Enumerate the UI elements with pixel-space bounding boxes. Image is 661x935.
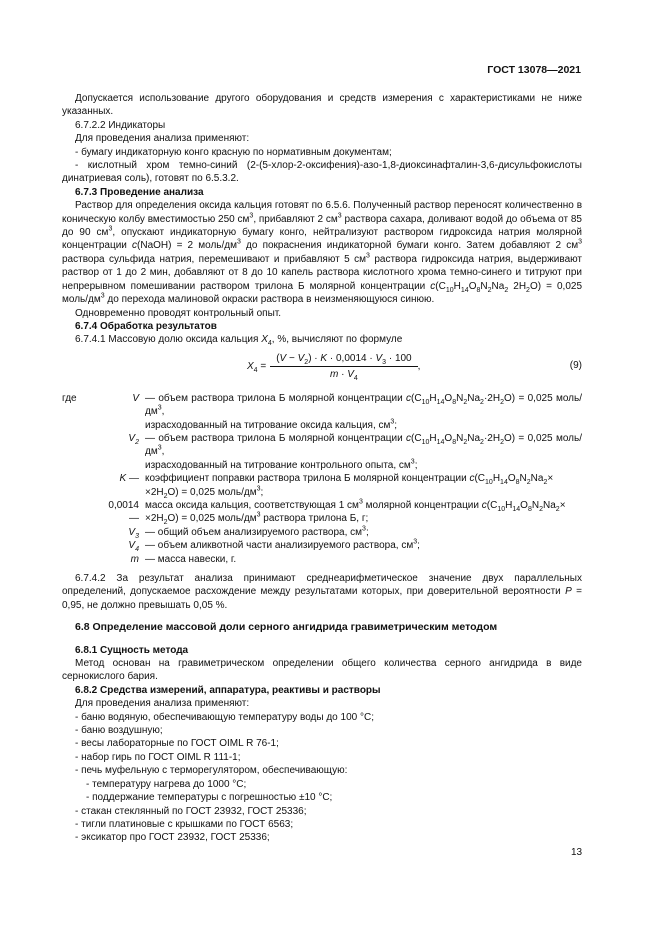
paragraph: 6.7.4.1 Массовую долю оксида кальция $X_4$, %, вычисляют по формуле (75, 334, 403, 348)
list-item: - стакан стеклянный по ГОСТ 23932, ГОСТ 25336; (75, 805, 307, 817)
page-number: 13 (571, 847, 583, 858)
paragraph: 6.7.4.2 За результат анализа принимают среднеарифметическое значение двух параллельных определений, допускаемое расхождение между результатами которых, при доверительной вероятности P = 0,95, не должно превышать 0,05 %. (62, 573, 582, 611)
document-body (62, 92, 582, 845)
paragraph: Метод основан на гравиметрическом определении общего количества серного ангидрида в виде сернокислого бария. (62, 658, 582, 683)
subsection-title: 6.7.2.2 Индикаторы (75, 119, 166, 131)
paragraph: Одновременно проводят контрольный опыт. (75, 307, 282, 319)
section-heading: 6.8.1 Сущность метода (75, 644, 189, 656)
list-item: - баню водяную, обеспечивающую температуру воды до 100 °С; (75, 711, 374, 723)
paragraph: Допускается использование другого оборудования и средств измерения с характеристиками не ниже указанных. (62, 93, 582, 118)
formula-9: $X_4$ = $\frac{(V - V_2) \cdot K \cdot 0,0014 \cdot V_3 \cdot 100}{m \cdot V_4}$ , (9) (247, 352, 582, 383)
section-heading: 6.7.3 Проведение анализа (75, 186, 204, 198)
section-heading: 6.8 Определение массовой доли серного ангидрида гравиметрическим методом (75, 621, 498, 634)
paragraph: Для проведения анализа применяют: (75, 698, 250, 710)
paragraph-procedure: Раствор для определения оксида кальция готовят по 6.5.6. Полученный раствор переносят количественно в коническую колбу вместимостью 250 $см^3$, прибавляют 2 $см^3$ раствора сахара, доливают водой до объема от 85 до 90 $см^3$, опускают индикаторную бумагу конго, нейтрализуют раствором гидроксида натрия молярной концентрации c(NaOH) = 2 моль/$дм^3$ до покраснения индикаторной бумаги конго. Затем добавляют 2 $см^3$ раствора сульфида натрия, перемешивают и прибавляют 5 $см^3$ раствора гидроксида натрия, выдерживают раствор от 1 до 2 мин, добавляют от 8 до 10 капель раствора кислотного хрома темно-синего и титруют при непрерывном помешивании раствором трилона Б молярной концентрации $c(C_{10}H_{14}O_8N_2Na_2$ $2H_2O) = 0,025$ моль/$дм^3$ до перехода малиновой окраски раствора в неизменяющуюся синюю. (62, 200, 582, 306)
list-subitem: - температуру нагрева до 1000 °С; (86, 778, 247, 790)
list-item: - тигли платиновые с крышками по ГОСТ 6563; (75, 818, 294, 830)
list-item: - весы лабораторные по ГОСТ OIML R 76-1; (75, 738, 279, 750)
list-item: - печь муфельную с терморегулятором, обеспечивающую: (75, 765, 348, 777)
list-item: - бумагу индикаторную конго красную по нормативным документам; (75, 146, 392, 158)
section-heading: 6.7.4 Обработка результатов (75, 320, 217, 332)
definitions-list: где V — объем раствора трилона Б молярной концентрации $c(C_{10}H_{14}O_8N_2Na_2\cdot 2H_2O) = 0,025$ моль/$дм^3$, израсходованный на титрование оксида кальция, $см^3$; $V_2$ — объем раствора трилона Б молярной концентрации $c(C_{10}H_{14}O_8N_2Na_2\cdot 2H_2O) = 0,025$ моль/$дм^3$, израсходованный на титрование контрольного опыта, $см^3$; K — коэффициент поправки раствора трилона Б молярной концентрации $c(C_{10}H_{14}O_8N_2Na_2\times$ $\times 2H_2O) = 0,025$ моль/$дм^3$; 0,0014 — масса оксида кальция, соответствующая 1 $см^3$ молярной концентрации $c(C_{10}H_{14}O_8N_2Na_2\times$ $\times 2H_2O) = 0,025$ моль/$дм^3$ раствора трилона Б, г; $V_3$ — общий объем анализируемого раствора, $см^3$; $V_4$ — объем аликвотной части анализируемого раствора, $см^3$; m — масса навески, г. (62, 392, 583, 565)
list-item: - эксикатор про ГОСТ 23932, ГОСТ 25336; (75, 832, 270, 844)
doc-header-id: ГОСТ 13078—2021 (487, 64, 581, 76)
section-heading: 6.8.2 Средства измерений, аппаратура, реактивы и растворы (75, 684, 381, 696)
list-item: - кислотный хром темно-синий (2-(5-хлор-2-оксифения)-азо-1,8-диоксинафталин-3,6-дисульфокислоты динатриевая соль), готовят по 6.5.3.2. (62, 160, 582, 185)
list-item: - баню воздушную; (75, 725, 163, 737)
list-subitem: - поддержание температуры с погрешностью ±10 °С; (86, 792, 333, 804)
list-item: - набор гирь по ГОСТ OIML R 111-1; (75, 751, 241, 763)
equation-number: (9) (569, 359, 582, 371)
paragraph: Для проведения анализа применяют: (75, 133, 250, 145)
where-label: где (62, 392, 77, 404)
